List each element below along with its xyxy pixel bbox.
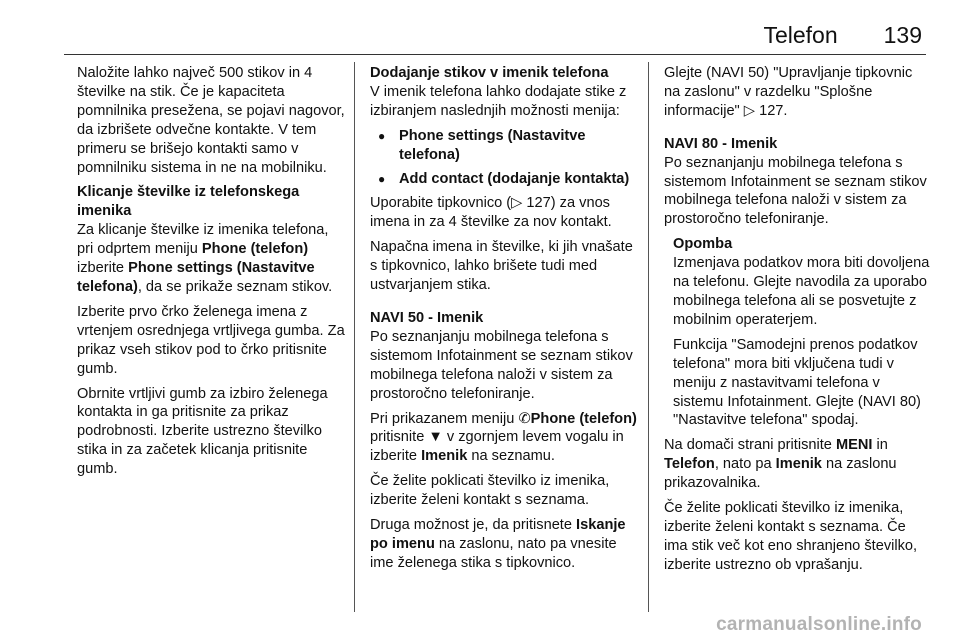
column-3 bbox=[664, 64, 930, 581]
text: Druga možnost je, da pritisnete bbox=[370, 517, 577, 534]
menu-term: Phone settings (Nastavitve telefona) bbox=[77, 260, 315, 295]
paragraph: Naložite lahko največ 500 stikov in 4 številke na stik. Če je kapaciteta pomnilnika presežena, se pojavi nagovor, da izbrišete odvečne kontakte. V tem primeru se brišejo kontakti samo v pomnilniku sistema in ne na mobilniku. bbox=[77, 65, 345, 176]
column-divider bbox=[648, 62, 649, 612]
text: , da se prikaže seznam stikov. bbox=[137, 278, 333, 295]
text: izberite bbox=[77, 260, 129, 277]
paragraph bbox=[370, 516, 638, 573]
watermark: carmanualsonline.info bbox=[716, 614, 922, 635]
paragraph: Napačna imena in številke, ki jih vnašate s tipkovnico, lahko brišete tudi med ustvarjanjem stika. bbox=[370, 239, 633, 294]
paragraph: Funkcija "Samodejni prenos podatkov telefona" mora biti vključena tudi v meniju z nastavitvami telefona v sistemu Infotainment. Glejte (NAVI 80) "Nastavitve telefona" spodaj. bbox=[673, 336, 921, 429]
text: Za klicanje številke iz imenika telefona, pri odprtem meniju bbox=[77, 222, 329, 258]
text: Na domači strani pritisnite bbox=[664, 437, 836, 454]
page-header bbox=[763, 22, 922, 49]
page-number: 139 bbox=[883, 22, 922, 48]
note-title: Opomba bbox=[673, 236, 733, 253]
section-heading: NAVI 80 - Imenik bbox=[664, 135, 778, 152]
paragraph bbox=[370, 410, 638, 467]
text: pritisnite bbox=[370, 429, 429, 446]
section-heading: Klicanje številke iz telefonskega imenika bbox=[77, 184, 300, 220]
text: in bbox=[872, 437, 888, 454]
triangle-down-icon: ▼ bbox=[428, 429, 443, 446]
menu-term: Phone (telefon) bbox=[201, 241, 309, 258]
bullet-list bbox=[370, 127, 638, 189]
paragraph: Glejte (NAVI 50) "Upravljanje tipkovnic na zaslonu" v razdelku "Splošne informacije" ▷ 127. bbox=[664, 65, 913, 119]
text: , nato pa bbox=[714, 456, 776, 473]
text: na zaslonu, nato pa vnesite ime želenega stika s tipkovnico. bbox=[370, 535, 617, 571]
paragraph bbox=[664, 436, 930, 493]
column-1 bbox=[77, 64, 347, 485]
paragraph: Če želite poklicati številko iz imenika, izberite želeni kontakt s seznama. Če ima stik več kot eno shranjeno številko, izberite ustrezno ob vprašanju. bbox=[664, 500, 918, 573]
section-heading: Dodajanje stikov v imenik telefona bbox=[370, 65, 609, 81]
menu-term: ✆Phone (telefon) bbox=[518, 410, 637, 427]
text: Pri prikazanem meniju bbox=[370, 410, 519, 427]
list-item: ● Phone settings (Nastavitve telefona) bbox=[370, 127, 638, 165]
menu-term: Telefon bbox=[664, 456, 715, 473]
list-item: ● Add contact (dodajanje kontakta) bbox=[370, 170, 638, 189]
paragraph: Uporabite tipkovnico (▷ 127) za vnos imena in za 4 številke za nov kontakt. bbox=[370, 195, 612, 231]
note-box bbox=[664, 235, 930, 430]
paragraph: Po seznanjanju mobilnega telefona s sistemom Infotainment se seznam stikov mobilnega telefona naloži v sistem za prostoročno telefoniranje. bbox=[370, 328, 633, 402]
menu-term: Imenik bbox=[775, 456, 822, 473]
column-2 bbox=[370, 64, 638, 579]
text: v zgornjem levem vogalu in izberite bbox=[370, 429, 624, 465]
section-heading: NAVI 50 - Imenik bbox=[370, 309, 484, 326]
paragraph: Po seznanjanju mobilnega telefona s sistemom Infotainment se seznam stikov mobilnega telefona naloži v sistem za prostoročno telefoniranje. bbox=[664, 154, 927, 228]
menu-term: MENI bbox=[835, 437, 873, 454]
column-divider bbox=[354, 62, 355, 612]
menu-term: Iskanje po imenu bbox=[370, 517, 626, 552]
text: na seznamu. bbox=[467, 448, 555, 465]
text: na zaslonu prikazovalnika. bbox=[664, 456, 897, 492]
menu-term: Imenik bbox=[421, 448, 468, 465]
header-rule bbox=[64, 54, 926, 55]
paragraph: Če želite poklicati številko iz imenika, izberite želeni kontakt s seznama. bbox=[370, 473, 610, 509]
paragraph: V imenik telefona lahko dodajate stike z izbiranjem naslednjih možnosti menija: bbox=[370, 83, 627, 119]
paragraph: Izmenjava podatkov mora biti dovoljena na telefonu. Glejte navodila za uporabo mobilnega telefona ali se posvetujte z mobilnim operaterjem. bbox=[673, 255, 930, 328]
paragraph: Izberite prvo črko želenega imena z vrtenjem osrednjega vrtljivega gumba. Za prikaz vseh stikov pod to črko pritisnite gumb. bbox=[77, 303, 345, 377]
paragraph bbox=[77, 221, 347, 297]
section-title: Telefon bbox=[763, 22, 838, 48]
paragraph: Obrnite vrtljivi gumb za izbiro želenega kontakta in ga pritisnite za prikaz podrobnosti. Izberite ustrezno številko stika in za začetek klicanja pritisnite gumb. bbox=[77, 385, 328, 478]
